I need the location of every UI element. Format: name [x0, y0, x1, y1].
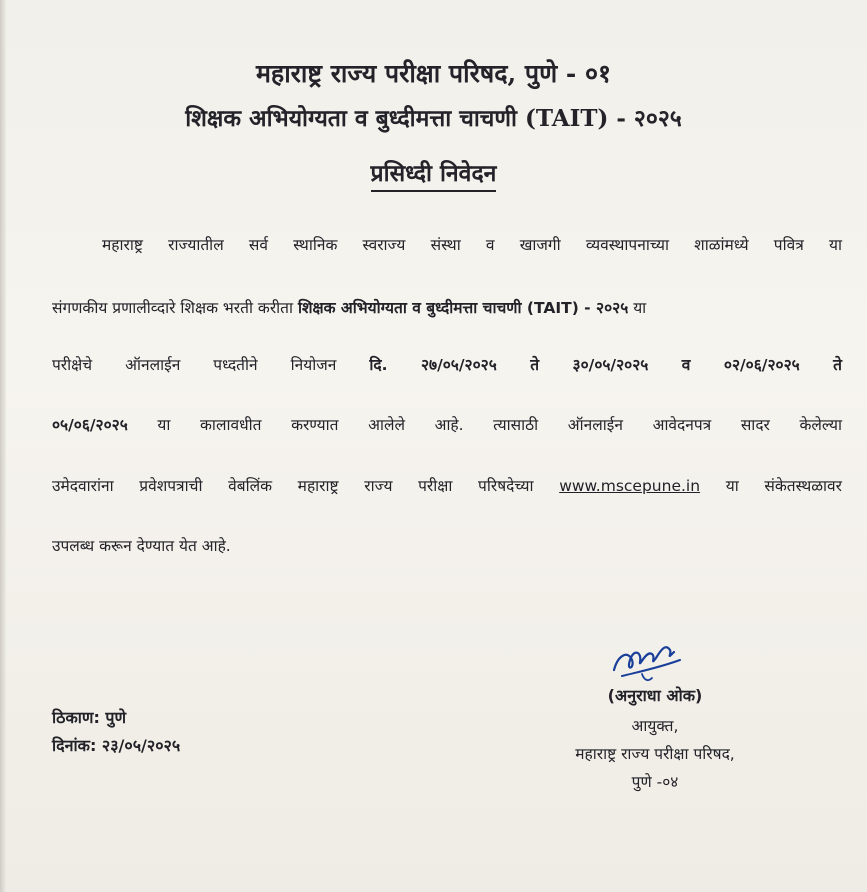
- signatory-office: महाराष्ट्र राज्य परीक्षा परिषद,: [575, 745, 735, 763]
- date-label: दिनांक: २३/०५/२०२५: [52, 736, 181, 755]
- place-label: ठिकाण: पुणे: [52, 708, 127, 727]
- paragraph-line-3: [52, 353, 842, 375]
- line3-dates: दि. २७/०५/२०२५ ते ३०/०५/२०२५ व ०२/०६/२०२५ ते: [369, 356, 842, 374]
- paragraph-line-4: [52, 413, 842, 435]
- line3-text-start: परीक्षेचे ऑनलाईन पध्दतीने नियोजन: [52, 356, 370, 374]
- signature-mark: [608, 630, 688, 688]
- header-notice-title: [0, 156, 867, 188]
- line4-end-date: ०५/०६/२०२५: [52, 416, 128, 434]
- line5-text-end: या संकेतस्थळावर: [725, 477, 842, 495]
- line2-text-start: संगणकीय प्रणालीव्दारे शिक्षक भरती करीता: [52, 299, 298, 317]
- header-organization: महाराष्ट्र राज्य परीक्षा परिषद, पुणे - ०१: [255, 59, 611, 88]
- signatory-city: पुणे -०४: [631, 773, 679, 791]
- line5-text-start: उमेदवारांना प्रवेशपत्राची वेबलिंक महाराष्ट्र राज्य परीक्षा परिषदेच्या: [52, 477, 560, 495]
- line4-text: या कालावधीत करण्यात आलेले आहे. त्यासाठी ऑनलाईन आवेदनपत्र सादर केलेल्या: [157, 416, 842, 434]
- page-edge-shadow: [0, 0, 6, 892]
- line2-exam-name: शिक्षक अभियोग्यता व बुध्दीमत्ता चाचणी (TAIT) - २०२५: [297, 299, 629, 317]
- paragraph-line-2: [52, 296, 842, 318]
- signatory-designation: आयुक्त,: [631, 717, 679, 735]
- header-exam-name: शिक्षक अभियोग्यता व बुध्दीमत्ता चाचणी (TAIT) - २०२५: [185, 105, 682, 132]
- paragraph-line-6: उपलब्ध करून देण्यात येत आहे.: [52, 537, 231, 555]
- website-link[interactable]: www.mscepune.in: [559, 477, 701, 495]
- signatory-name: (अनुराधा ओक): [607, 686, 703, 705]
- paragraph-line-1: महाराष्ट्र राज्यातील सर्व स्थानिक स्वराज्य संस्था व खाजगी व्यवस्थापनाच्या शाळांमध्ये पवित्र या: [102, 236, 842, 254]
- paragraph-line-5: [52, 474, 842, 496]
- notice-title-text: प्रसिध्दी निवेदन: [371, 160, 497, 192]
- line2-text-end: या: [628, 299, 647, 317]
